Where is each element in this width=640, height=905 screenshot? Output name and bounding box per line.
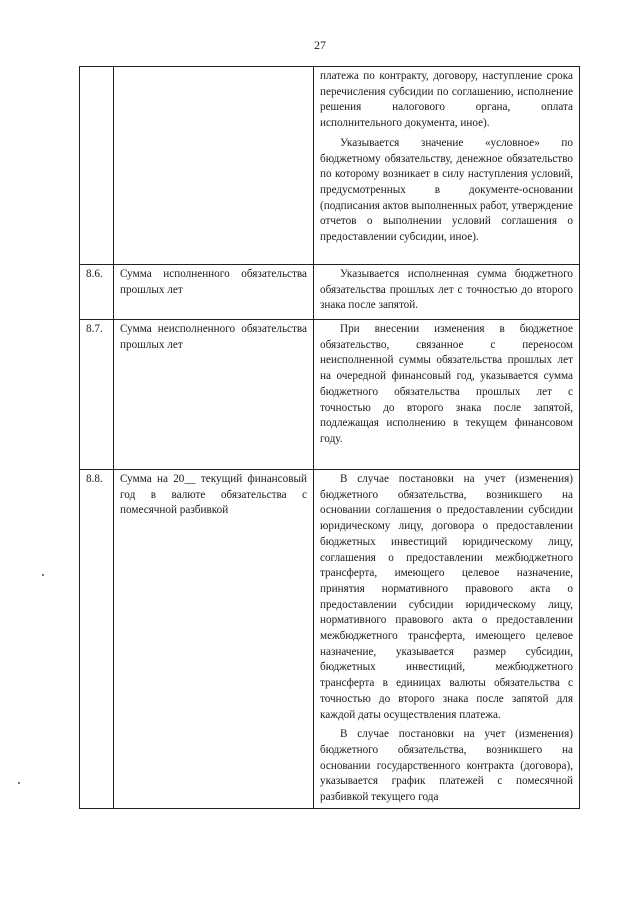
row-number: 8.6. — [80, 265, 114, 320]
row-number: 8.7. — [80, 320, 114, 470]
description-paragraph: Указывается значение «условное» по бюджетному обязательству, денежное обязательство по которому возникает в силу наступления условий, предусмотренных в документе-основании (подписания актов выполненных работ, утверждение отчетов о выполнении условий соглашения о предоставлении субсидии, иное). — [320, 136, 573, 244]
description-paragraph: В случае постановки на учет (изменения) бюджетного обязательства, возникшего на основании соглашения о предоставлении субсидии юридическому лицу, договора о предоставлении бюджетных инвестиций юридическому лицу, соглашения о предоставлении межбюджетного трансферта, имеющего целевое назначение, принятия нормативного правового акта о предоставлении субсидии юридическому лицу, нормативного правового акта о предоставлении межбюджетного трансферта, имеющего целевое назначение, указывается размер субсидии, бюджетных инвестиций, межбюджетного трансферта в единицах валюты обязательства с точностью до второго знака после запятой для каждой даты осуществления платежа. — [320, 473, 573, 721]
row-description — [314, 67, 580, 265]
row-name — [114, 67, 314, 265]
row-name-text: Сумма на 20__ текущий финансовый год в валюте обязательства с помесячной разбивкой — [120, 473, 307, 517]
row-name-text: Сумма неисполненного обязательства прошлых лет — [120, 323, 307, 351]
table-row — [80, 470, 580, 809]
row-number: 8.8. — [80, 470, 114, 809]
description-paragraph: платежа по контракту, договору, наступление срока перечисления субсидии по соглашению, исполнение решения налогового органа, оплата исполнительного документа, иное). — [320, 70, 573, 130]
description-paragraph: Указывается исполненная сумма бюджетного обязательства прошлых лет с точностью до второго знака после запятой. — [320, 268, 573, 312]
scan-speck — [42, 574, 44, 576]
row-description — [314, 320, 580, 470]
row-description — [314, 470, 580, 809]
row-name — [114, 265, 314, 320]
description-paragraph: При внесении изменения в бюджетное обязательство, связанное с переносом неисполненной суммы обязательства прошлых лет на очередной финансовый год, указывается сумма бюджетного обязательства прошлых лет с точностью до второго знака после запятой, подлежащая исполнению в текущем финансовом году. — [320, 323, 573, 445]
scan-speck — [18, 782, 20, 784]
table-row — [80, 320, 580, 470]
page-number: 27 — [314, 38, 326, 52]
row-name — [114, 320, 314, 470]
row-description — [314, 265, 580, 320]
table-row — [80, 265, 580, 320]
requisites-table — [79, 66, 580, 809]
table-row — [80, 67, 580, 265]
description-paragraph: В случае постановки на учет (изменения) бюджетного обязательства, возникшего на основании государственного контракта (договора), указывается график платежей с помесячной разбивкой текущего года — [320, 728, 573, 804]
row-name-text: Сумма исполненного обязательства прошлых лет — [120, 268, 307, 296]
row-name — [114, 470, 314, 809]
row-number — [80, 67, 114, 265]
